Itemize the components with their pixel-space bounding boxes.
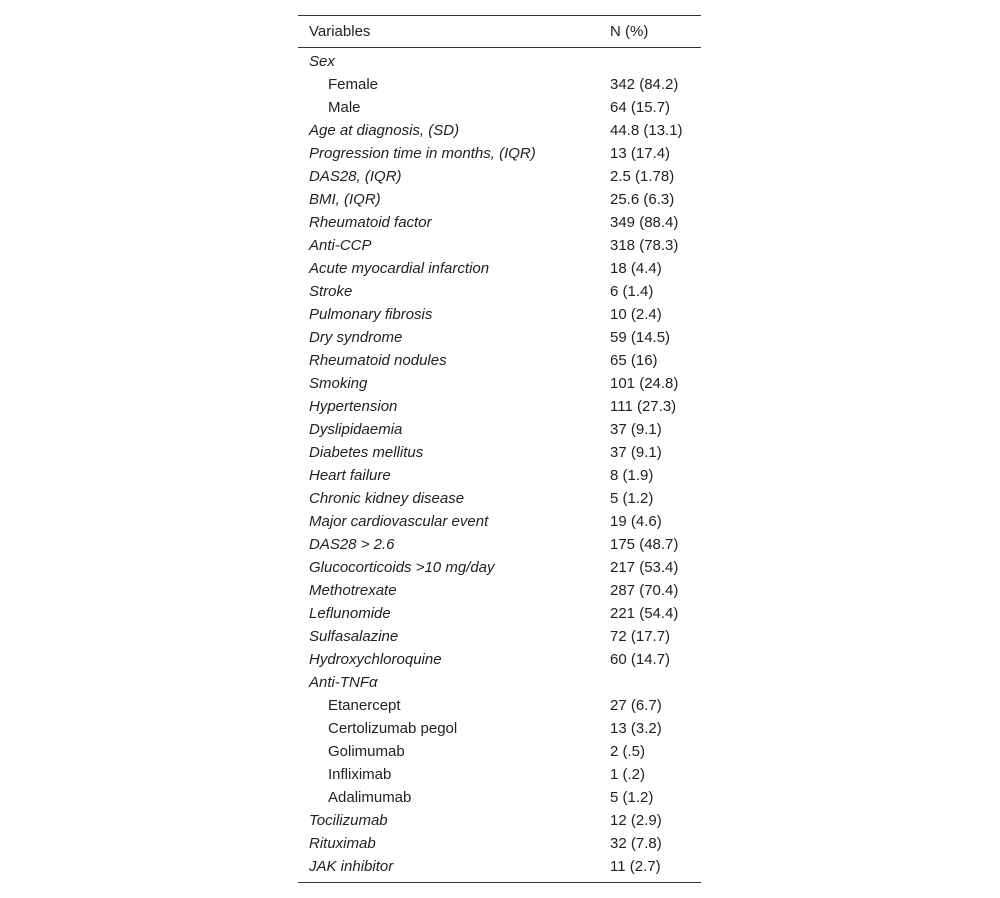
table-row — [298, 48, 701, 74]
table-row — [298, 694, 701, 717]
variable-label: Hydroxychloroquine — [309, 651, 442, 668]
n-percent-value: 25.6 (6.3) — [610, 191, 675, 208]
table-row — [298, 441, 701, 464]
variable-label: BMI, (IQR) — [309, 191, 381, 208]
variable-label: Acute myocardial infarction — [309, 260, 490, 277]
n-percent-value: 8 (1.9) — [610, 467, 654, 484]
variable-label: Male — [328, 99, 361, 116]
variable-label: Sulfasalazine — [309, 628, 399, 645]
variable-label: Rheumatoid factor — [309, 214, 432, 231]
table-row — [298, 602, 701, 625]
variable-label: Adalimumab — [328, 789, 412, 806]
table-row — [298, 257, 701, 280]
n-percent-value: 2 (.5) — [610, 743, 646, 760]
table-row — [298, 625, 701, 648]
n-percent-value: 221 (54.4) — [610, 605, 679, 622]
table-row — [298, 786, 701, 809]
table-header-row — [298, 16, 701, 48]
table-row — [298, 648, 701, 671]
n-percent-value: 13 (3.2) — [610, 720, 662, 737]
table-row — [298, 349, 701, 372]
n-percent-value: 12 (2.9) — [610, 812, 662, 829]
table-row — [298, 211, 701, 234]
variable-label: Dyslipidaemia — [309, 421, 403, 438]
variable-label: Stroke — [309, 283, 353, 300]
n-percent-value: 44.8 (13.1) — [610, 122, 683, 139]
variable-label: Age at diagnosis, (SD) — [309, 122, 460, 139]
n-percent-value — [610, 48, 701, 74]
variable-label: Heart failure — [309, 467, 391, 484]
n-percent-value: 349 (88.4) — [610, 214, 679, 231]
n-percent-value: 1 (.2) — [610, 766, 646, 783]
n-percent-value: 13 (17.4) — [610, 145, 671, 162]
n-percent-value: 5 (1.2) — [610, 490, 654, 507]
table-row — [298, 809, 701, 832]
table-row — [298, 740, 701, 763]
table-row — [298, 418, 701, 441]
variable-label: Tocilizumab — [309, 812, 388, 829]
n-percent-value: 19 (4.6) — [610, 513, 662, 530]
n-percent-value: 11 (2.7) — [610, 858, 661, 875]
table-row — [298, 188, 701, 211]
table-row — [298, 579, 701, 602]
variable-label: Glucocorticoids >10 mg/day — [309, 559, 495, 576]
table-row — [298, 763, 701, 786]
table-row — [298, 142, 701, 165]
n-percent-value: 65 (16) — [610, 352, 658, 369]
table-row — [298, 280, 701, 303]
variable-label: Rheumatoid nodules — [309, 352, 447, 369]
variable-label: Sex — [309, 53, 335, 70]
n-percent-value: 72 (17.7) — [610, 628, 671, 645]
n-percent-value: 10 (2.4) — [610, 306, 662, 323]
n-percent-value: 18 (4.4) — [610, 260, 662, 277]
variable-label: Methotrexate — [309, 582, 397, 599]
n-percent-value: 64 (15.7) — [610, 99, 671, 116]
n-percent-value: 342 (84.2) — [610, 76, 679, 93]
n-percent-value: 5 (1.2) — [610, 789, 654, 806]
variable-label: Leflunomide — [309, 605, 391, 622]
data-table — [298, 15, 701, 883]
table-row — [298, 326, 701, 349]
variable-label: Major cardiovascular event — [309, 513, 489, 530]
table-row — [298, 832, 701, 855]
n-percent-value: 217 (53.4) — [610, 559, 679, 576]
n-percent-value: 37 (9.1) — [610, 421, 662, 438]
variable-label: Dry syndrome — [309, 329, 403, 346]
n-percent-value: 60 (14.7) — [610, 651, 671, 668]
n-percent-value: 6 (1.4) — [610, 283, 654, 300]
column-header-variables: Variables — [309, 23, 371, 40]
table-row — [298, 556, 701, 579]
table-row — [298, 487, 701, 510]
variable-label: Certolizumab pegol — [328, 720, 458, 737]
table-row — [298, 96, 701, 119]
table-row — [298, 717, 701, 740]
variable-label: Anti-CCP — [309, 237, 372, 254]
variable-label: Diabetes mellitus — [309, 444, 424, 461]
variable-label: Rituximab — [309, 835, 376, 852]
table-row — [298, 73, 701, 96]
n-percent-value: 111 (27.3) — [610, 398, 677, 415]
n-percent-value: 27 (6.7) — [610, 697, 662, 714]
variable-label: DAS28, (IQR) — [309, 168, 402, 185]
n-percent-value: 2.5 (1.78) — [610, 168, 675, 185]
variable-label: Hypertension — [309, 398, 398, 415]
variable-label: Progression time in months, (IQR) — [309, 145, 536, 162]
variable-label: Golimumab — [328, 743, 405, 760]
n-percent-value: 32 (7.8) — [610, 835, 662, 852]
n-percent-value: 318 (78.3) — [610, 237, 679, 254]
n-percent-value: 287 (70.4) — [610, 582, 679, 599]
table-row — [298, 165, 701, 188]
n-percent-value — [610, 671, 701, 694]
table-row — [298, 464, 701, 487]
variable-label: Infliximab — [328, 766, 392, 783]
table-row — [298, 533, 701, 556]
variable-label: Anti-TNFα — [309, 674, 378, 691]
variable-label: JAK inhibitor — [309, 858, 394, 875]
table-row — [298, 119, 701, 142]
table-row — [298, 303, 701, 326]
table-row — [298, 671, 701, 694]
variable-label: Female — [328, 76, 379, 93]
table-body — [298, 48, 701, 883]
variable-label: DAS28 > 2.6 — [309, 536, 395, 553]
n-percent-value: 101 (24.8) — [610, 375, 679, 392]
table-row — [298, 855, 701, 883]
table-row — [298, 395, 701, 418]
table-row — [298, 234, 701, 257]
n-percent-value: 37 (9.1) — [610, 444, 662, 461]
variable-label: Chronic kidney disease — [309, 490, 465, 507]
variable-label: Smoking — [309, 375, 368, 392]
table-row — [298, 510, 701, 533]
table-container — [298, 15, 701, 883]
variable-label: Pulmonary fibrosis — [309, 306, 433, 323]
n-percent-value: 59 (14.5) — [610, 329, 671, 346]
variable-label: Etanercept — [328, 697, 401, 714]
n-percent-value: 175 (48.7) — [610, 536, 679, 553]
column-header-n-percent: N (%) — [610, 23, 649, 40]
table-row — [298, 372, 701, 395]
